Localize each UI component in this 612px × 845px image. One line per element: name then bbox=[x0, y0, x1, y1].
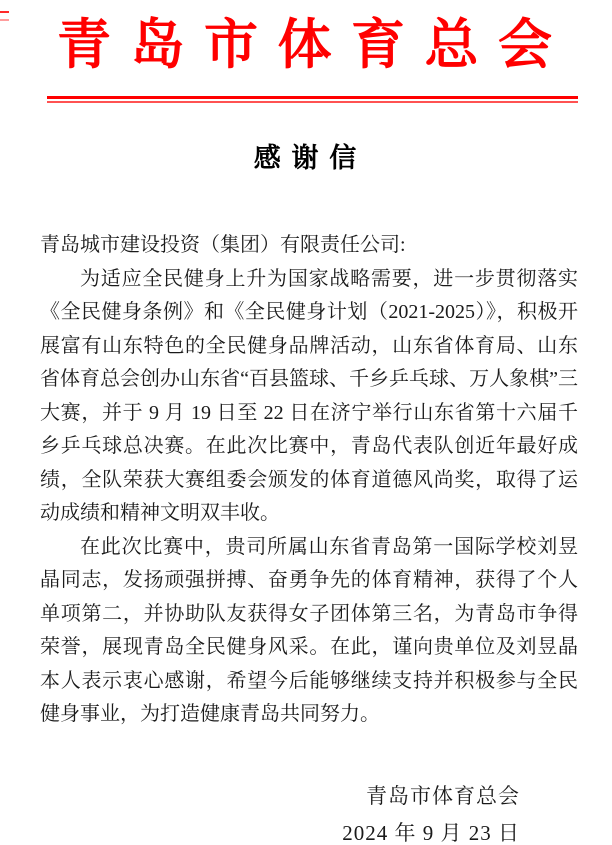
divider-thin-line bbox=[47, 101, 578, 103]
paragraph-1: 为适应全民健身上升为国家战略需要，进一步贯彻落实《全民健身条例》和《全民健身计划（2021-2025）》，积极开展富有山东特色的全民健身品牌活动，山东省体育局、山东省体育总会创办山东省“百县篮球、千乡乒乓球、万人象棋”三大赛，并于 9 月 19 日至 22 日在济宁举行山东省第十六届千乡乒乓球总决赛。在此次比赛中，青岛代表队创近年最好成绩，全队荣获大赛组委会颁发的体育道德风尚奖，取得了运动成绩和精神文明双丰收。 bbox=[40, 267, 578, 524]
organization-header: 青 岛 市 体 育 总 会 bbox=[57, 15, 555, 75]
page-edge-mark bbox=[0, 11, 9, 21]
date: 2024 年 9 月 23 日 bbox=[342, 820, 520, 845]
salutation: 青岛城市建设投资（集团）有限责任公司: bbox=[40, 234, 406, 256]
letter-body bbox=[40, 229, 578, 845]
paragraph-2: 在此次比赛中，贵司所属山东省青岛第一国际学校刘昱晶同志，发扬顽强拼搏、奋勇争先的体育精神，获得了个人单项第二，并协助队友获得女子团体第三名，为青岛市争得荣誉，展现青岛全民健身风采。在此，谨向贵单位及刘昱晶本人表示衷心感谢，希望今后能够继续支持并积极参与全民健身事业，为打造健康青岛共同努力。 bbox=[40, 535, 578, 725]
header-divider bbox=[47, 96, 578, 103]
signature-block bbox=[40, 780, 578, 845]
signature: 青岛市体育总会 bbox=[366, 783, 520, 808]
divider-thick-line bbox=[47, 96, 578, 99]
letter-title: 感 谢 信 bbox=[253, 143, 359, 173]
